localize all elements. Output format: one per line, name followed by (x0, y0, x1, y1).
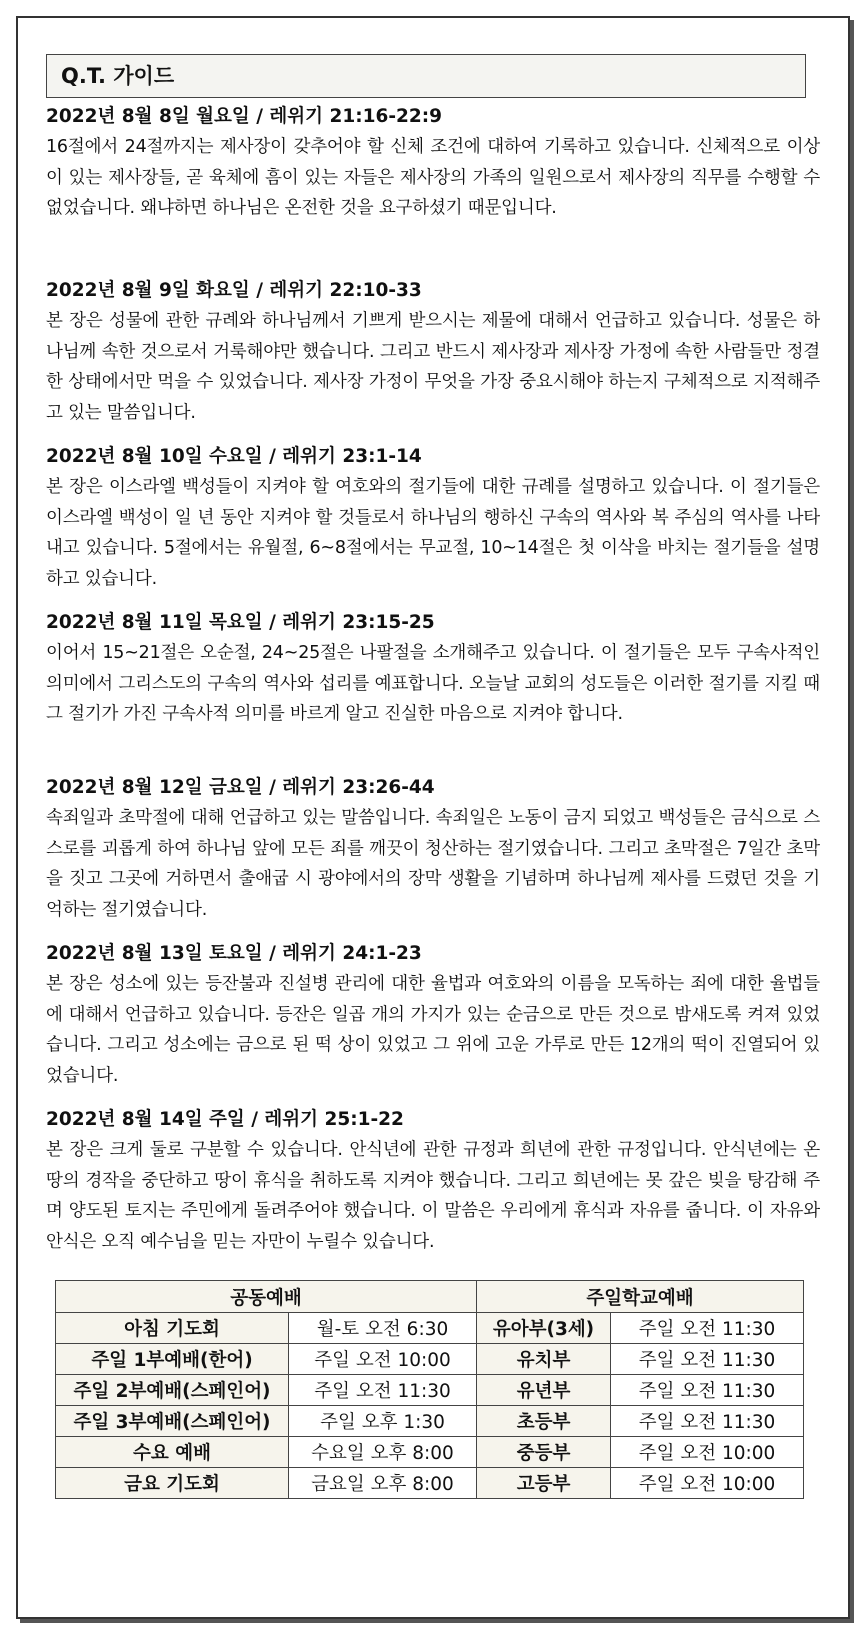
qt-entry-aug-14 (46, 1105, 820, 1257)
qt-entry-aug-13 (46, 939, 820, 1091)
service-time: 주일 오후 1:30 (289, 1406, 477, 1437)
qt-entry-aug-8 (46, 102, 820, 224)
service-time: 월-토 오전 6:30 (289, 1313, 477, 1344)
department-name: 유치부 (477, 1344, 611, 1375)
service-time: 주일 오전 11:30 (289, 1375, 477, 1406)
qt-entry-aug-12 (46, 773, 820, 925)
entry-heading: 2022년 8월 10일 수요일 / 레위기 23:1-14 (46, 446, 422, 467)
entry-text: 본 장은 이스라엘 백성들이 지켜야 할 여호와의 절기들에 대한 규례를 설명하고 있습니다. 이 절기들은 이스라엘 백성이 일 년 동안 지켜야 할 것들로서 하나님의 행하신 구속의 역사와 복 주심의 역사를 나타내고 있습니다. 5절에서는 유월절, 6~8절에서는 무교절, 10~14절은 첫 이삭을 바치는 절기들을 설명하고 있습니다. (46, 477, 820, 589)
department-name: 고등부 (477, 1468, 611, 1499)
table-row (56, 1437, 804, 1468)
schedule-header-row (56, 1281, 804, 1313)
department-name: 초등부 (477, 1406, 611, 1437)
sunday-school-header: 주일학교예배 (477, 1281, 804, 1313)
department-name: 유년부 (477, 1375, 611, 1406)
service-name: 주일 1부예배(한어) (56, 1344, 289, 1375)
service-name: 수요 예배 (56, 1437, 289, 1468)
worship-schedule-table (55, 1280, 804, 1499)
service-time: 수요일 오후 8:00 (289, 1437, 477, 1468)
qt-entry-aug-10 (46, 442, 820, 594)
department-time: 주일 오전 10:00 (611, 1437, 804, 1468)
entry-heading: 2022년 8월 11일 목요일 / 레위기 23:15-25 (46, 612, 435, 633)
common-worship-header: 공동예배 (56, 1281, 477, 1313)
entry-heading: 2022년 8월 8일 월요일 / 레위기 21:16-22:9 (46, 106, 443, 127)
service-name: 아침 기도회 (56, 1313, 289, 1344)
qt-entry-aug-9 (46, 276, 820, 428)
entry-text: 본 장은 성물에 관한 규례와 하나님께서 기쁘게 받으시는 제물에 대해서 언급하고 있습니다. 성물은 하나님께 속한 것으로서 거룩해야만 했습니다. 그리고 반드시 제사장과 제사장 가정에 속한 사람들만 정결한 상태에서만 먹을 수 있었습니다. 제사장 가정이 무엇을 가장 중요시해야 하는지 구체적으로 지적해주고 있는 말씀입니다. (46, 311, 820, 423)
service-time: 주일 오전 10:00 (289, 1344, 477, 1375)
entry-text: 본 장은 크게 둘로 구분할 수 있습니다. 안식년에 관한 규정과 희년에 관한 규정입니다. 안식년에는 온 땅의 경작을 중단하고 땅이 휴식을 취하도록 지켜야 했습니다. 그리고 희년에는 못 갚은 빚을 탕감해 주며 양도된 토지는 주민에게 돌려주어야 했습니다. 이 말씀은 우리에게 휴식과 자유를 줍니다. 이 자유와 안식은 오직 예수님을 믿는 자만이 누릴수 있습니다. (46, 1140, 820, 1252)
table-row (56, 1406, 804, 1437)
qt-guide-header: Q.T. 가이드 (46, 54, 806, 98)
entry-heading: 2022년 8월 13일 토요일 / 레위기 24:1-23 (46, 943, 422, 964)
service-name: 금요 기도회 (56, 1468, 289, 1499)
department-time: 주일 오전 10:00 (611, 1468, 804, 1499)
entry-heading: 2022년 8월 14일 주일 / 레위기 25:1-22 (46, 1109, 404, 1130)
entry-text: 속죄일과 초막절에 대해 언급하고 있는 말씀입니다. 속죄일은 노동이 금지 되었고 백성들은 금식으로 스스로를 괴롭게 하여 하나님 앞에 모든 죄를 깨끗이 청산하는 절기였습니다. 그리고 초막절은 7일간 초막을 짓고 그곳에 거하면서 출애굽 시 광야에서의 장막 생활을 기념하며 하나님께 제사를 드렸던 것을 기억하는 절기였습니다. (46, 808, 820, 920)
table-row (56, 1468, 804, 1499)
entry-heading: 2022년 8월 9일 화요일 / 레위기 22:10-33 (46, 280, 422, 301)
table-row (56, 1344, 804, 1375)
department-time: 주일 오전 11:30 (611, 1375, 804, 1406)
service-time: 금요일 오후 8:00 (289, 1468, 477, 1499)
service-name: 주일 3부예배(스페인어) (56, 1406, 289, 1437)
entry-text: 이어서 15~21절은 오순절, 24~25절은 나팔절을 소개해주고 있습니다. 이 절기들은 모두 구속사적인 의미에서 그리스도의 구속의 역사와 섭리를 예표합니다. 오늘날 교회의 성도들은 이러한 절기를 지킬 때 그 절기가 가진 구속사적 의미를 바르게 알고 진실한 마음으로 지켜야 합니다. (46, 643, 820, 724)
department-name: 유아부(3세) (477, 1313, 611, 1344)
department-name: 중등부 (477, 1437, 611, 1468)
entry-text: 16절에서 24절까지는 제사장이 갖추어야 할 신체 조건에 대하여 기록하고 있습니다. 신체적으로 이상이 있는 제사장들, 곧 육체에 흠이 있는 자들은 제사장의 가족의 일원으로서 제사장의 직무를 수행할 수 없었습니다. 왜냐하면 하나님은 온전한 것을 요구하셨기 때문입니다. (46, 137, 820, 218)
service-name: 주일 2부예배(스페인어) (56, 1375, 289, 1406)
department-time: 주일 오전 11:30 (611, 1406, 804, 1437)
department-time: 주일 오전 11:30 (611, 1344, 804, 1375)
entry-text: 본 장은 성소에 있는 등잔불과 진설병 관리에 대한 율법과 여호와의 이름을 모독하는 죄에 대한 율법들에 대해서 언급하고 있습니다. 등잔은 일곱 개의 가지가 있는 순금으로 만든 것으로 밤새도록 켜져 있었습니다. 그리고 성소에는 금으로 된 떡 상이 있었고 그 위에 고운 가루로 만든 12개의 떡이 진열되어 있었습니다. (46, 974, 820, 1086)
entry-heading: 2022년 8월 12일 금요일 / 레위기 23:26-44 (46, 777, 435, 798)
qt-entry-aug-11 (46, 608, 820, 730)
table-row (56, 1313, 804, 1344)
table-row (56, 1375, 804, 1406)
department-time: 주일 오전 11:30 (611, 1313, 804, 1344)
